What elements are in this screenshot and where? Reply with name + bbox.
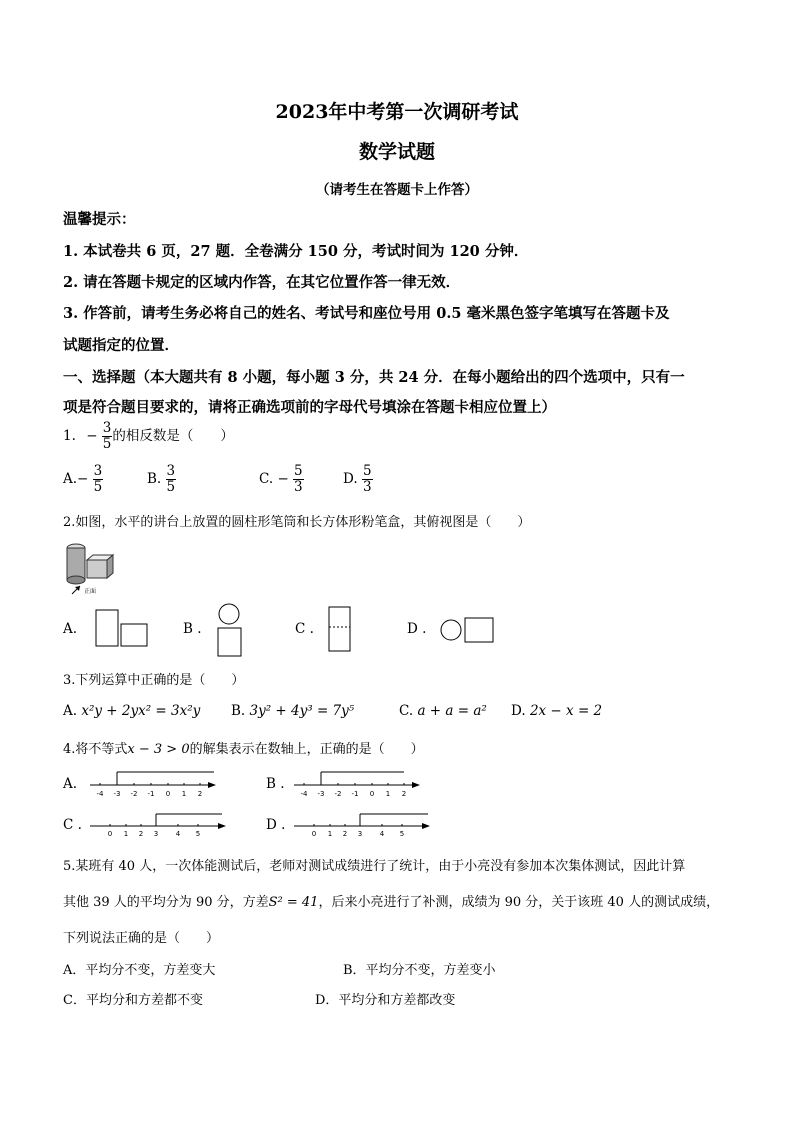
exam-subtitle: 数学试题 [358,141,435,163]
tick-label: -3 [113,790,121,798]
question-4-option-b-axis [292,768,422,802]
question-1-option-a[interactable]: A.− $\frac{3}{5}$ [63,463,103,495]
tick-label: 4 [379,830,385,838]
question-3-option-b[interactable]: B. 3y² + 4y³ = 7y⁵ [231,703,355,719]
question-2-option-a[interactable]: A. [63,621,78,637]
question-2-option-c[interactable]: C . [295,621,314,637]
tick-label: 3 [153,830,159,838]
question-5-line3: 下列说法正确的是（ ） [63,931,220,946]
question-1-option-b[interactable]: B. $\frac{3}{5}$ [147,463,176,495]
question-2-option-b[interactable]: B . [183,621,202,637]
tick-label: 2 [197,790,203,798]
tick-label: 1 [181,790,187,798]
section-heading-line1: 一、选择题（本大题共有 8 小题，每小题 3 分，共 24 分．在每小题给出的四个选项中，只有一 [63,369,685,386]
exam-title: 2023年中考第一次调研考试 [275,101,519,123]
tick-label: 0 [107,830,113,838]
tick-label: 4 [175,830,181,838]
question-5-line1: 5.某班有 40 人，一次体能测试后，老师对测试成绩进行了统计，由于小亮没有参加本次集体测试，因此计算 [63,859,686,874]
question-3-option-d[interactable]: D. 2x − x = 2 [511,703,603,719]
tip-item: 1. 本试卷共 6 页，27 题．全卷满分 150 分，考试时间为 120 分钟． [63,243,529,260]
question-4-option-b[interactable]: B . [266,776,285,792]
question-5-option-d[interactable]: D．平均分和方差都改变 [315,993,456,1008]
question-4-option-a-axis [88,768,218,802]
tick-label: -2 [334,790,342,798]
tick-label: 0 [369,790,375,798]
question-3-option-a[interactable]: A. x²y + 2yx² = 3x²y [63,703,201,719]
tick-label: -4 [300,790,308,798]
tick-label: 5 [195,830,201,838]
tick-label: -1 [351,790,359,798]
question-2-option-d[interactable]: D . [407,621,427,637]
section-heading-line2: 项是符合题目要求的，请将正确选项前的字母代号填涂在答题卡相应位置上） [63,399,556,416]
tick-label: -4 [96,790,104,798]
tick-label: 1 [123,830,129,838]
question-4-option-c-axis [88,811,228,843]
question-5-option-b[interactable]: B．平均分不变，方差变小 [343,963,496,978]
question-2-option-a-figure [86,607,150,649]
tip-item: 2. 请在答题卡规定的区域内作答，在其它位置作答一律无效． [63,274,461,291]
question-4-option-c[interactable]: C . [63,817,82,833]
question-3-option-c[interactable]: C. a + a = a² [399,703,487,719]
question-4-option-d[interactable]: D . [266,817,286,833]
question-1-option-d[interactable]: D. $\frac{5}{3}$ [343,463,372,495]
question-5-option-c[interactable]: C．平均分和方差都不变 [63,993,203,1008]
tick-label: -3 [317,790,325,798]
tick-label: -2 [130,790,138,798]
question-2-figure [62,540,124,596]
question-4-option-a[interactable]: A. [63,776,78,792]
question-2-stem: 2.如图，水平的讲台上放置的圆柱形笔筒和长方体形粉笔盒，其俯视图是（ ） [63,515,531,530]
question-2-option-c-figure [326,605,354,653]
tick-label: 2 [342,830,348,838]
question-5-option-a[interactable]: A．平均分不变，方差变大 [63,963,216,978]
tick-label: -1 [147,790,155,798]
front-label: 正面 [84,588,97,595]
tick-label: 1 [385,790,391,798]
exam-note: （请考生在答题卡上作答） [316,182,478,198]
question-5-line2: 其他 39 人的平均分为 90 分，方差S² = 41，后来小亮进行了补测，成绩为 90 分，关于该班 40 人的测试成绩， [63,895,720,910]
tick-label: 2 [138,830,144,838]
tick-label: 5 [399,830,405,838]
question-4-stem: 4.将不等式x − 3 > 0的解集表示在数轴上，正确的是（ ） [63,742,424,757]
tick-label: 1 [327,830,333,838]
question-1-option-c[interactable]: C. − $\frac{5}{3}$ [259,463,303,495]
tip-item: 3. 作答前，请考生务必将自己的姓名、考试号和座位号用 0.5 毫米黑色签字笔填写在答题卡及 [63,305,670,322]
tip-item: 试题指定的位置． [63,337,179,354]
question-2-option-b-figure [215,602,245,658]
question-2-option-d-figure [439,615,499,645]
tick-label: 0 [311,830,317,838]
question-3-stem: 3.下列运算中正确的是（ ） [63,673,245,688]
question-1-stem: 1. − $\frac{3}{5}$ 的相反数是（ ） [63,420,234,452]
tick-label: 3 [357,830,363,838]
tick-label: 0 [165,790,171,798]
tick-label: 2 [401,790,407,798]
question-4-option-d-axis [292,811,432,843]
tips-heading: 温馨提示： [63,211,136,228]
